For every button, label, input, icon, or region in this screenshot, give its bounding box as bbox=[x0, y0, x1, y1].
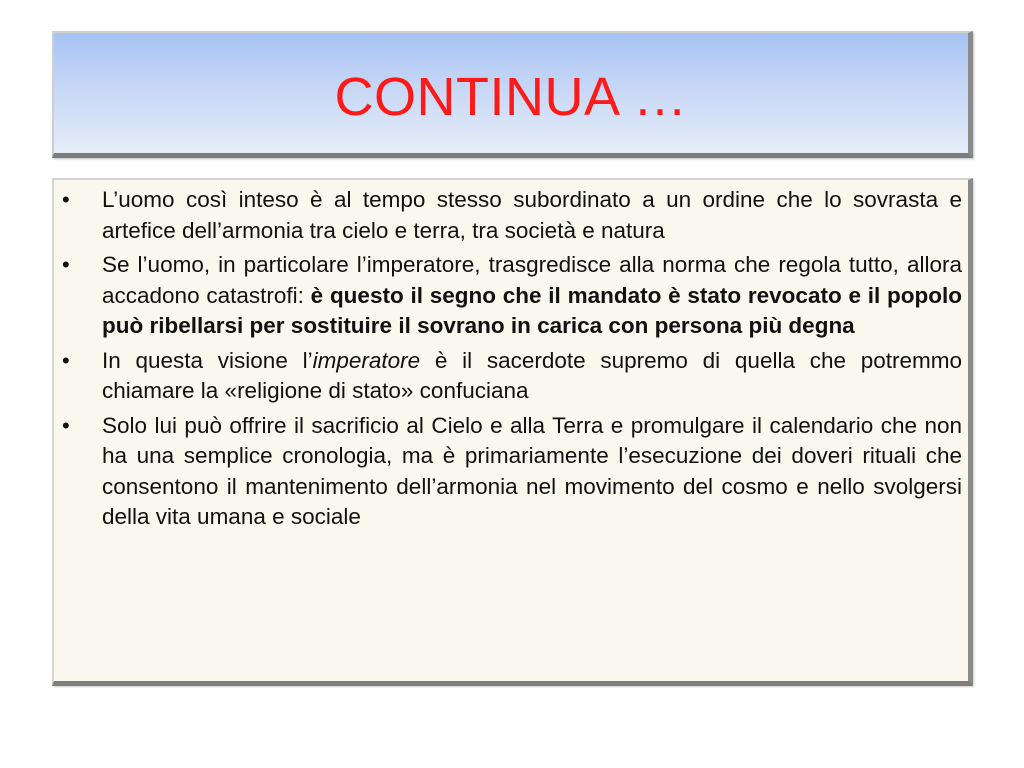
bullet-dot-icon: • bbox=[62, 187, 70, 212]
bullet-item-2 bbox=[62, 250, 962, 342]
bullet-dot-icon: • bbox=[62, 347, 70, 373]
bullet-item-1 bbox=[62, 185, 962, 246]
bullet-item-4 bbox=[62, 411, 962, 533]
slide-title: CONTINUA … bbox=[334, 67, 688, 127]
bullet-text-bold: è questo il segno che il mandato è stato revocato e il popolo può ribellarsi per sostituire il sovrano in carica con persona più degna bbox=[102, 282, 962, 338]
bullet-list bbox=[62, 185, 962, 537]
bullet-text: In questa visione l’ bbox=[102, 347, 313, 373]
title-box bbox=[52, 31, 973, 158]
bullet-text: Se l’uomo, in particolare l’imperatore, trasgredisce alla norma che regola tutto, allora accadono catastrofi: bbox=[102, 252, 962, 308]
bullet-text: L’uomo così inteso è al tempo stesso subordinato a un ordine che lo sovrasta e artefice dell’armonia tra cielo e terra, tra società e natura bbox=[102, 187, 962, 243]
bullet-text: è il sacerdote supremo di quella che potremmo chiamare la «religione di stato» confuciana bbox=[102, 347, 963, 403]
bullet-text: Solo lui può offrire il sacrificio al Cielo e alla Terra e promulgare il calendario che non ha una semplice cronologia, ma è primariamente l’esecuzione dei doveri rituali che consentono il mantenimento dell’armonia nel movimento del cosmo e nello svolgersi della vita umana e sociale bbox=[102, 412, 962, 529]
bullet-item-3 bbox=[62, 346, 962, 407]
content-box bbox=[52, 178, 973, 686]
bullet-text-italic: imperatore bbox=[312, 347, 421, 373]
bullet-dot-icon: • bbox=[62, 252, 70, 277]
bullet-dot-icon: • bbox=[62, 412, 70, 438]
